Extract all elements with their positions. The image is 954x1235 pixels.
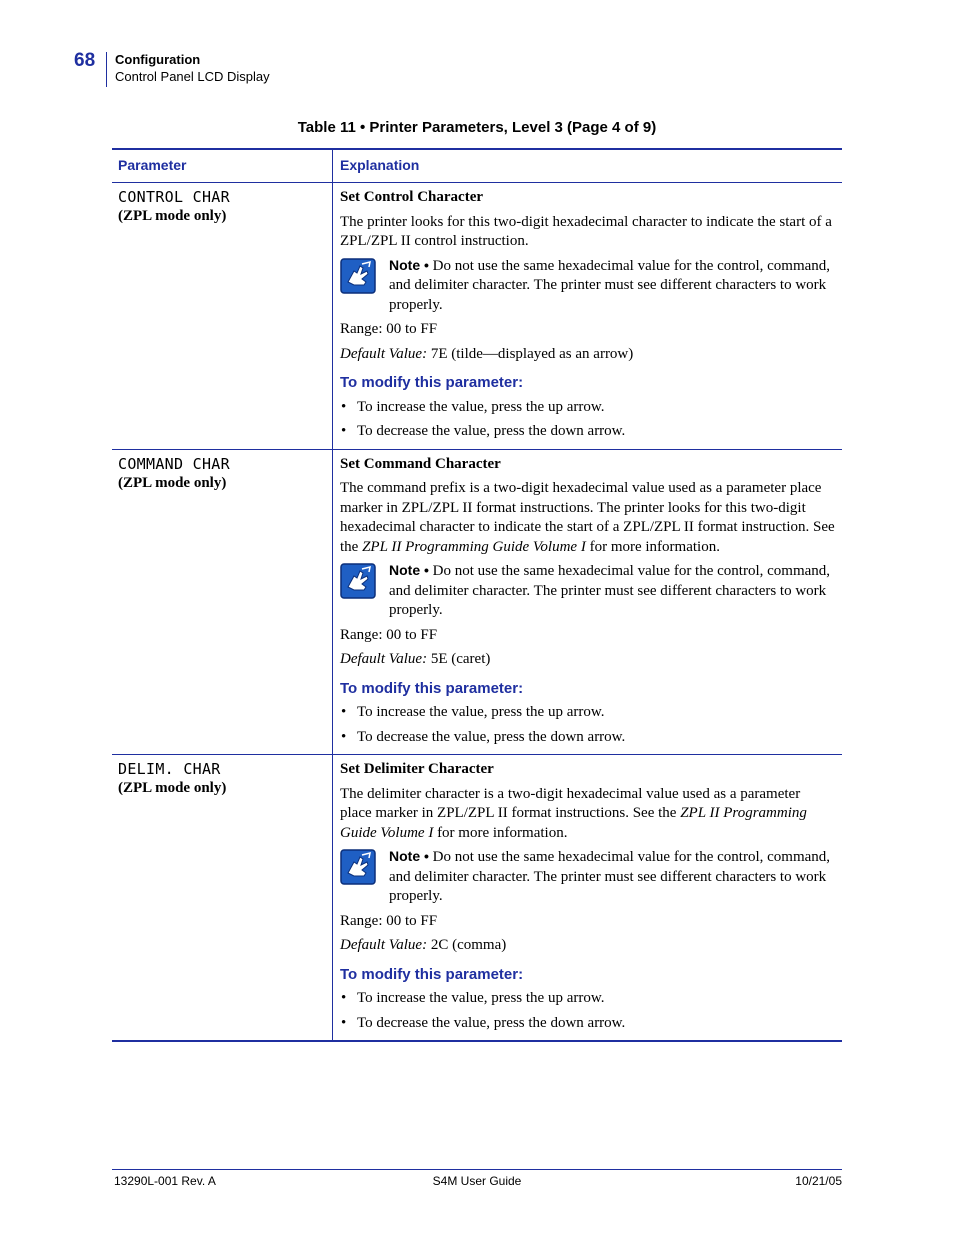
note-text — [389, 257, 835, 316]
parameter-description — [340, 479, 835, 557]
note-hand-icon — [340, 258, 376, 294]
footer-doc-number: 13290L-001 Rev. A — [114, 1174, 216, 1188]
note-body: Do not use the same hexadecimal value for the control, command, and delimiter character. The printer must see different characters to work properly. — [389, 563, 831, 618]
mode-note: (ZPL mode only) — [118, 208, 227, 224]
note-label: Note • — [389, 562, 429, 578]
column-header-parameter: Parameter — [112, 150, 333, 182]
default-value-text: 2C (comma) — [427, 937, 507, 953]
mode-note: (ZPL mode only) — [118, 474, 227, 491]
explanation-cell — [333, 755, 842, 1040]
explanation-cell — [333, 450, 842, 755]
parameter-description: The printer looks for this two-digit hexadecimal character to indicate the start of a ZPL/ZPL II control instruction. — [340, 213, 832, 249]
parameter-cell — [112, 450, 333, 755]
footer-divider — [112, 1169, 842, 1170]
table-title: Table 11 • Printer Parameters, Level 3 (Page 4 of 9) — [297, 119, 657, 136]
range-text: Range: 00 to FF — [340, 626, 438, 643]
note-body: Do not use the same hexadecimal value for the control, command, and delimiter character. The printer must see different characters to work properly. — [389, 257, 831, 313]
default-label: Default Value: — [340, 345, 428, 362]
modify-heading: To modify this parameter: — [340, 374, 524, 391]
lcd-parameter-name: CONTROL CHAR — [118, 188, 230, 206]
note-body: Do not use the same hexadecimal value for the control, command, and delimiter character. The printer must see different characters to work properly. — [389, 849, 831, 904]
note-block — [340, 562, 835, 621]
footer-date: 10/21/05 — [795, 1174, 842, 1188]
range-text: Range: 00 to FF — [340, 912, 438, 929]
page-number: 68 — [74, 50, 96, 71]
header-divider — [106, 52, 107, 87]
lcd-parameter-name: COMMAND CHAR — [118, 454, 230, 473]
modify-heading: To modify this parameter: — [340, 965, 524, 983]
explanation-cell — [333, 183, 842, 449]
note-label: Note • — [389, 848, 429, 864]
parameter-title: Set Delimiter Character — [340, 761, 494, 777]
default-value-text: 7E (tilde—displayed as an arrow) — [427, 345, 634, 362]
guide-reference: ZPL II Programming Guide Volume I — [362, 538, 586, 555]
parameter-cell — [112, 183, 333, 449]
table-row — [112, 754, 842, 1040]
header-section: Configuration — [115, 52, 201, 67]
list-item: • To increase the value, press the up arrow. — [340, 398, 835, 418]
range-text: Range: 00 to FF — [340, 321, 438, 337]
default-value — [340, 936, 835, 956]
note-label: Note • — [389, 256, 429, 273]
modify-steps — [340, 398, 835, 442]
mode-note: (ZPL mode only) — [118, 780, 227, 796]
header-subsection: Control Panel LCD Display — [115, 69, 270, 84]
lcd-parameter-name: DELIM. CHAR — [118, 760, 221, 778]
modify-heading: To modify this parameter: — [340, 679, 524, 697]
note-hand-icon — [340, 849, 376, 885]
parameter-description — [340, 785, 835, 844]
modify-steps — [340, 703, 835, 747]
note-text — [389, 848, 835, 907]
modify-steps — [340, 989, 835, 1033]
note-block — [340, 257, 835, 316]
guide-reference: ZPL II Programming Guide Volume I — [340, 805, 807, 841]
list-item: • To decrease the value, press the down arrow. — [340, 1014, 835, 1034]
parameter-title: Set Command Character — [340, 455, 501, 472]
list-item: • To decrease the value, press the down arrow. — [340, 728, 835, 748]
table-header-row — [112, 150, 842, 183]
default-value — [340, 345, 835, 365]
list-item: • To increase the value, press the up arrow. — [340, 703, 835, 723]
description-text-end: for more information. — [585, 538, 720, 555]
note-hand-icon — [340, 563, 376, 599]
parameter-title: Set Control Character — [340, 189, 484, 205]
description-text-end: for more information. — [433, 824, 568, 841]
default-label: Default Value: — [340, 651, 428, 667]
column-header-explanation: Explanation — [340, 157, 420, 173]
table-row — [112, 449, 842, 755]
table-row — [112, 183, 842, 449]
default-label: Default Value: — [340, 937, 428, 953]
note-text — [389, 562, 835, 621]
parameter-cell — [112, 755, 333, 1040]
footer-guide-title: S4M User Guide — [432, 1174, 522, 1188]
parameters-table — [112, 148, 842, 1042]
list-item: • To increase the value, press the up arrow. — [340, 989, 835, 1009]
default-value — [340, 650, 835, 670]
default-value-text: 5E (caret) — [427, 651, 491, 667]
description-text: The command prefix is a two-digit hexadecimal value used as a parameter place marker in ZPL/ZPL II format instructions. The printer looks for this two-digit hexadecimal character to indicate the start of a ZPL/ZPL II format instruction. See the — [340, 480, 835, 555]
note-block — [340, 848, 835, 907]
list-item: • To decrease the value, press the down arrow. — [340, 422, 835, 442]
description-text: The delimiter character is a two-digit hexadecimal value used as a parameter place marker in ZPL/ZPL II format instructions. See the — [340, 785, 801, 821]
